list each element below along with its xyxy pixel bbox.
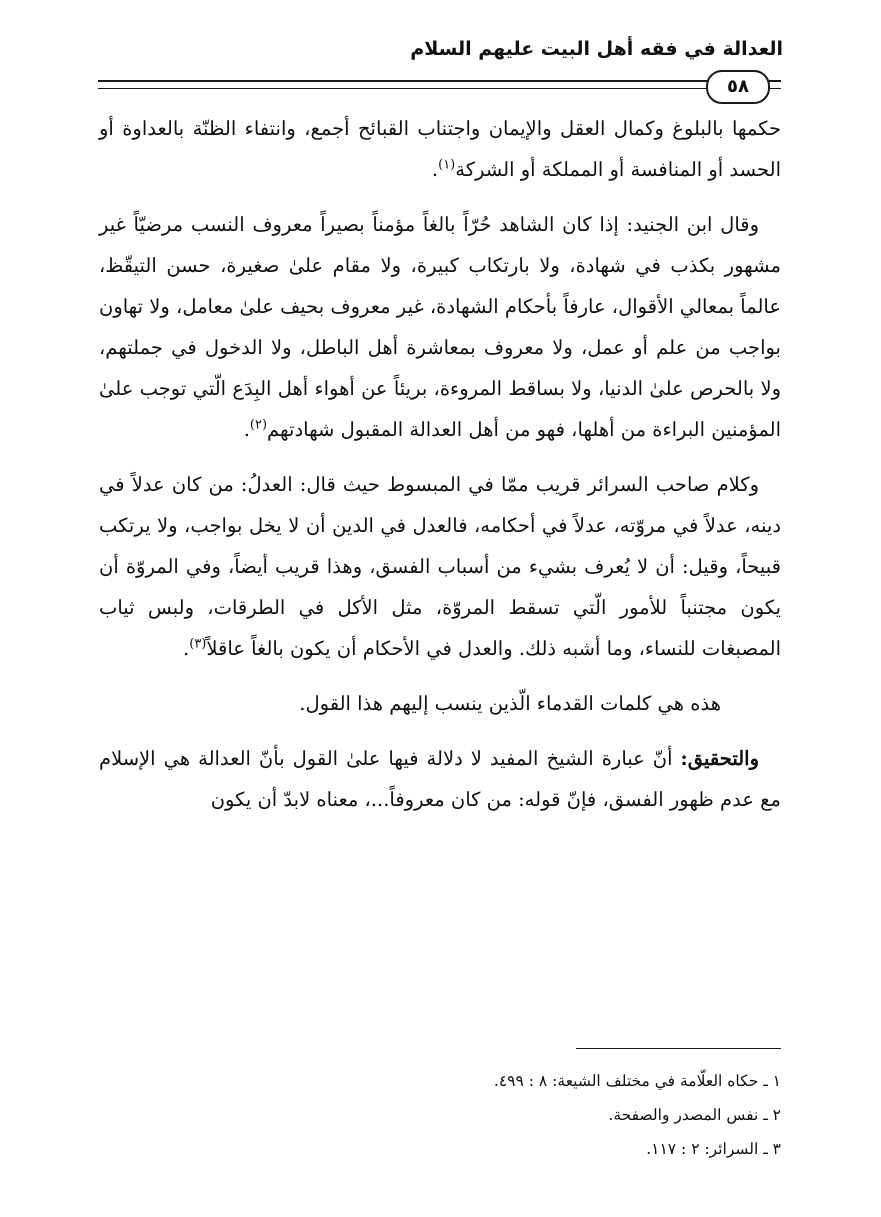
footnote-ref-3: (٣)	[189, 636, 207, 652]
paragraph-4: هذه هي كلمات القدماء الّذين ينسب إليهم هذا القول.	[299, 692, 721, 715]
footnote-2: ٢ ـ نفس المصدر والصفحة.	[608, 1106, 781, 1124]
paragraph-1-text: حكمها بالبلوغ وكمال العقل والإيمان واجتناب القبائح أجمع، وانتفاء الظنّة بالعداوة أو الحسد أو المنافسة أو المملكة أو الشركة	[99, 117, 781, 181]
header-rule-bottom	[98, 88, 781, 89]
paragraph-5-text: أنّ عبارة الشيخ المفيد لا دلالة فيها علىٰ القول بأنّ العدالة هي الإسلام مع عدم ظهور الفسق، فإنّ قوله: من كان معروفاً...، معناه لابدّ أن يكون	[99, 747, 781, 811]
footnote-separator	[576, 1048, 781, 1049]
footnote-ref-2: (٢)	[249, 417, 268, 433]
paragraph-3-end: .	[183, 637, 190, 660]
page-number: ٥٨	[706, 70, 770, 104]
footnote-ref-1: (١)	[438, 157, 456, 173]
body-text	[99, 108, 781, 834]
paragraph-5	[99, 738, 781, 820]
paragraph-1	[99, 108, 781, 190]
footnote-1: ١ ـ حكاه العلّامة في مختلف الشيعة: ٨ : ٤٩٩.	[493, 1072, 781, 1090]
paragraph-3-text: وكلام صاحب السرائر قريب ممّا في المبسوط حيث قال: العدلُ: من كان عدلاً في دينه، عدلاً في مروّته، عدلاً في أحكامه، فالعدل في الدين أن لا يخل بواجب، ولا يرتكب قبيحاً، وقيل: أن لا يُعرف بشيء من أسباب الفسق، وهذا قريب أيضاً، وفي المروّة أن يكون مجتنباً للأمور الّتي تسقط المروّة، مثل الأكل في الطرقات، ولبس ثياب المصبغات للنساء، وما أشبه ذلك. والعدل في الأحكام أن يكون بالغاً عاقلاً	[99, 473, 781, 660]
paragraph-5-lead: والتحقيق:	[680, 747, 759, 770]
paragraph-2-end: .	[243, 418, 250, 441]
header-rule-top	[98, 80, 781, 82]
footnote-3: ٣ ـ السرائر: ٢ : ١١٧.	[646, 1140, 781, 1158]
paragraph-2	[99, 204, 781, 450]
paragraph-2-text: وقال ابن الجنيد: إذا كان الشاهد حُرّاً بالغاً مؤمناً بصيراً معروف النسب مرضيّاً غير مشهور بكذب في شهادة، ولا بارتكاب كبيرة، ولا مقام علىٰ صغيرة، حسن التيقّظ، عالماً بمعالي الأقوال، عارفاً بأحكام الشهادة، غير معروف بحيف علىٰ معامل، ولا تهاون بواجب من علم أو عمل، ولا معروف بمعاشرة أهل الباطل، ولا الدخول في جملتهم، ولا بالحرص علىٰ الدنيا، ولا بساقط المروءة، بريئاً عن أهواء أهل البِدَع الّتي توجب علىٰ المؤمنين البراءة من أهلها، فهو من أهل العدالة المقبول شهادتهم	[99, 213, 781, 441]
running-title: العدالة في فقه أهل البيت عليهم السلام	[410, 38, 783, 60]
footnotes	[99, 1064, 781, 1166]
paragraph-1-end: .	[431, 158, 439, 181]
paragraph-3	[99, 464, 781, 669]
